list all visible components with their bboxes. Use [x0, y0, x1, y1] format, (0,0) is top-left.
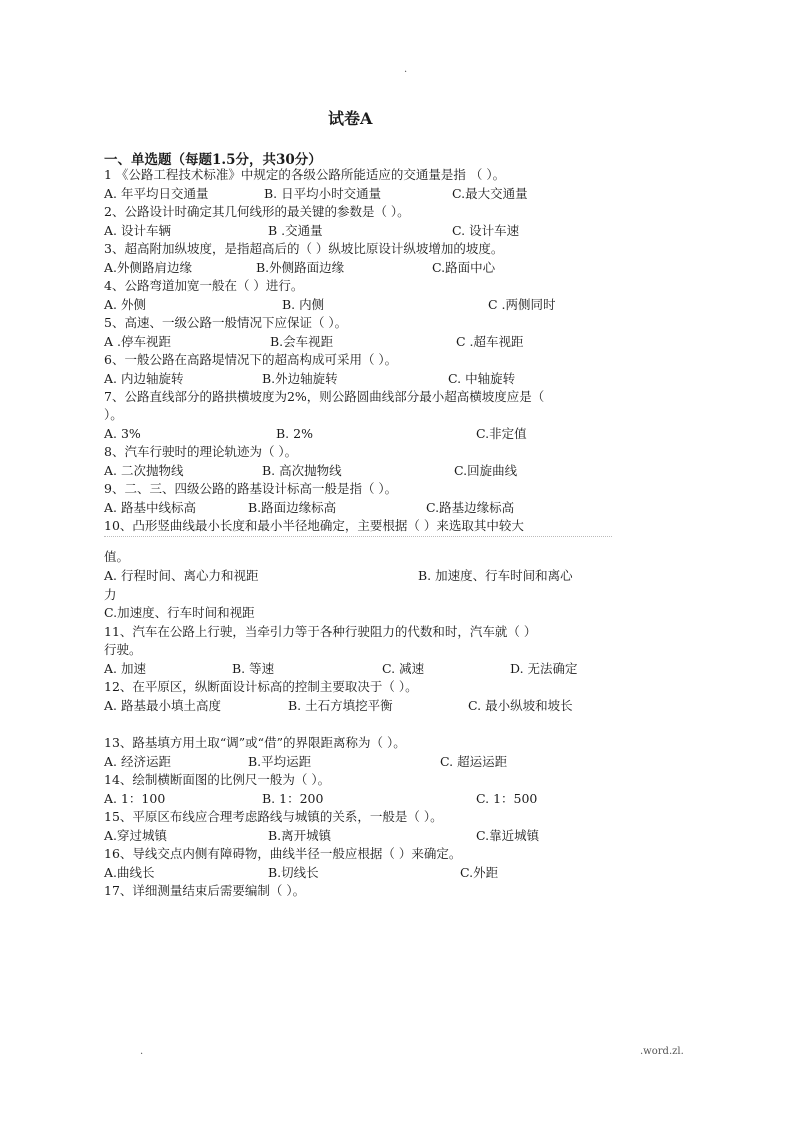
q15-option-b: B.离开城镇 [268, 828, 332, 843]
question-14: 14、绘制横断面图的比例尺一般为（ ）。 [104, 772, 331, 787]
q12-option-c: C. 最小纵坡和坡长 [468, 698, 573, 713]
footer-right-mark: .word.zl. [640, 1046, 684, 1057]
q3-option-c: C.路面中心 [432, 260, 496, 275]
question-2: 2、公路设计时确定其几何线形的最关键的参数是（ ）。 [104, 204, 410, 219]
q4-option-c: C .两侧同时 [488, 297, 556, 312]
q5-option-a: A .停车视距 [104, 334, 171, 349]
q13-option-b: B.平均运距 [248, 754, 312, 769]
q7-option-b: B. 2% [276, 426, 313, 441]
q11-option-a: A. 加速 [104, 661, 146, 676]
q14-option-a: A. 1：100 [104, 791, 166, 806]
question-10: 10、凸形竖曲线最小长度和最小半径地确定，主要根据（ ）来选取其中较大 [104, 518, 524, 533]
q4-option-b: B. 内侧 [282, 297, 325, 312]
q2-option-a: A. 设计车辆 [104, 223, 171, 238]
q10-option-a: A. 行程时间、离心力和视距 [104, 568, 259, 583]
q16-option-c: C.外距 [460, 865, 499, 880]
question-16: 16、导线交点内侧有障碍物，曲线半径一般应根据（ ）来确定。 [104, 846, 462, 861]
q10-option-b-wrap: 力 [104, 587, 117, 602]
q2-option-b: B .交通量 [268, 223, 323, 238]
q7-option-c: C.非定值 [476, 426, 527, 441]
page-break-rule [104, 536, 612, 537]
q9-option-b: B.路面边缘标高 [248, 500, 337, 515]
q9-option-a: A. 路基中线标高 [104, 500, 196, 515]
header-mark: . [404, 64, 408, 75]
q11-option-d: D. 无法确定 [510, 661, 578, 676]
q14-option-c: C. 1：500 [476, 791, 538, 806]
q1-option-c: C.最大交通量 [452, 186, 528, 201]
question-7: 7、公路直线部分的路拱横坡度为2%，则公路圆曲线部分最小超高横坡度应是（ [104, 389, 545, 404]
q4-option-a: A. 外侧 [104, 297, 146, 312]
q12-option-b: B. 土石方填挖平衡 [288, 698, 393, 713]
q1-option-a: A. 年平均日交通量 [104, 186, 209, 201]
q3-option-b: B.外侧路面边缘 [256, 260, 345, 275]
q16-option-b: B.切线长 [268, 865, 319, 880]
question-7-cont: ）。 [104, 407, 123, 422]
page-title: 试卷A [328, 109, 373, 128]
q7-option-a: A. 3% [104, 426, 141, 441]
q8-option-c: C.回旋曲线 [454, 463, 518, 478]
question-11-cont: 行驶。 [104, 642, 142, 657]
question-15: 15、平原区布线应合理考虑路线与城镇的关系，一般是（ ）。 [104, 809, 443, 824]
q6-option-b: B.外边轴旋转 [262, 371, 338, 386]
q8-option-a: A. 二次抛物线 [104, 463, 184, 478]
q3-option-a: A.外侧路肩边缘 [104, 260, 193, 275]
q1-option-b: B. 日平均小时交通量 [264, 186, 382, 201]
q13-option-c: C. 超运运距 [440, 754, 508, 769]
q6-option-c: C. 中轴旋转 [448, 371, 516, 386]
q15-option-c: C.靠近城镇 [476, 828, 540, 843]
question-9: 9、二、三、四级公路的路基设计标高一般是指（ ）。 [104, 481, 398, 496]
q10-option-b: B. 加速度、行车时间和离心 [418, 568, 573, 583]
q15-option-a: A.穿过城镇 [104, 828, 168, 843]
question-17: 17、详细测量结束后需要编制（ ）。 [104, 883, 306, 898]
question-3: 3、超高附加纵坡度，是指超高后的（ ）纵坡比原设计纵坡增加的坡度。 [104, 241, 504, 256]
q5-option-c: C .超车视距 [456, 334, 524, 349]
q10-option-c: C.加速度、行车时间和视距 [104, 605, 255, 620]
footer-left-mark: . [140, 1046, 144, 1057]
section-heading: 一、单选题（每题1.5分，共30分） [104, 152, 322, 168]
question-6: 6、一般公路在高路堤情况下的超高构成可采用（ ）。 [104, 352, 398, 367]
question-4: 4、公路弯道加宽一般在（ ）进行。 [104, 278, 304, 293]
q8-option-b: B. 高次抛物线 [262, 463, 342, 478]
question-12: 12、在平原区，纵断面设计标高的控制主要取决于（ ）。 [104, 679, 418, 694]
q11-option-b: B. 等速 [232, 661, 275, 676]
question-8: 8、汽车行驶时的理论轨迹为（ ）。 [104, 444, 298, 459]
question-1: 1 《公路工程技术标准》中规定的各级公路所能适应的交通量是指 （ ）。 [104, 167, 506, 182]
question-13: 13、路基填方用土取“调”或“借”的界限距离称为（ ）。 [104, 735, 406, 750]
question-10-cont: 值。 [104, 549, 130, 564]
q14-option-b: B. 1：200 [262, 791, 324, 806]
q5-option-b: B.会车视距 [270, 334, 334, 349]
q11-option-c: C. 减速 [382, 661, 425, 676]
question-11: 11、汽车在公路上行驶，当牵引力等于各种行驶阻力的代数和时，汽车就（ ） [104, 624, 537, 639]
q16-option-a: A.曲线长 [104, 865, 155, 880]
q13-option-a: A. 经济运距 [104, 754, 171, 769]
q12-option-a: A. 路基最小填土高度 [104, 698, 221, 713]
q9-option-c: C.路基边缘标高 [426, 500, 515, 515]
question-5: 5、高速、一级公路一般情况下应保证（ ）。 [104, 315, 348, 330]
q2-option-c: C. 设计车速 [452, 223, 520, 238]
q6-option-a: A. 内边轴旋转 [104, 371, 184, 386]
